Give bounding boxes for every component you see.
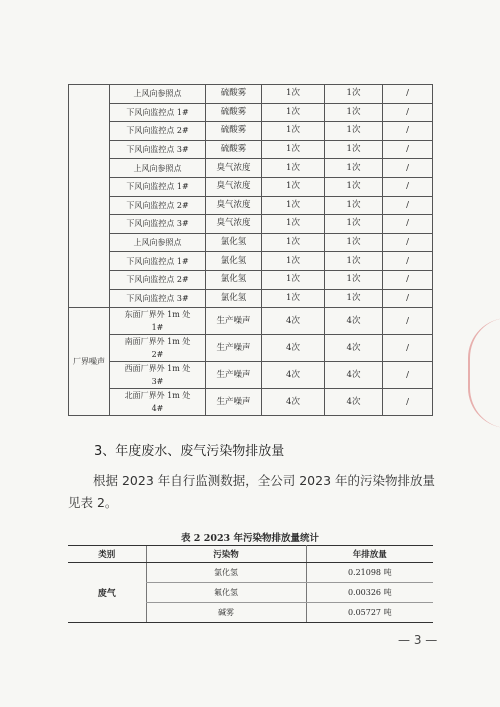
header-pollutant: 污染物 — [146, 546, 306, 563]
table-row — [68, 563, 433, 583]
frequency-cell-a: 4次 — [262, 335, 325, 362]
frequency-cell-a: 1次 — [262, 233, 325, 252]
note-cell: / — [383, 389, 433, 416]
pollutant-cell: 氯化氢 — [146, 563, 306, 583]
point-cell: 下风向监控点 1# — [110, 177, 206, 196]
point-line-2: 2# — [151, 350, 164, 360]
table-row — [69, 389, 433, 416]
table-row — [69, 215, 433, 234]
frequency-cell-a: 1次 — [262, 122, 325, 141]
frequency-cell-b: 1次 — [325, 270, 383, 289]
note-cell: / — [383, 103, 433, 122]
point-cell: 下风向监控点 1# — [110, 103, 206, 122]
note-cell: / — [383, 362, 433, 389]
table-row — [69, 103, 433, 122]
frequency-cell-b: 1次 — [325, 85, 383, 104]
point-cell: 下风向监控点 3# — [110, 140, 206, 159]
item-cell: 臭气浓度 — [206, 215, 262, 234]
frequency-cell-a: 1次 — [262, 177, 325, 196]
category-cell: 厂界噪声 — [69, 308, 110, 416]
table-row — [69, 140, 433, 159]
frequency-cell-b: 1次 — [325, 103, 383, 122]
item-cell: 生产噪声 — [206, 308, 262, 335]
frequency-cell-a: 4次 — [262, 308, 325, 335]
frequency-cell-a: 1次 — [262, 252, 325, 271]
item-cell: 硫酸雾 — [206, 122, 262, 141]
point-cell: 下风向监控点 3# — [110, 215, 206, 234]
frequency-cell-b: 1次 — [325, 215, 383, 234]
table-row — [69, 196, 433, 215]
frequency-cell-b: 1次 — [325, 140, 383, 159]
note-cell: / — [383, 159, 433, 178]
page-number: — 3 — — [398, 633, 438, 647]
header-amount: 年排放量 — [306, 546, 433, 563]
point-line-1: 东面厂界外 1m 处 — [124, 310, 191, 320]
item-cell: 氯化氢 — [206, 233, 262, 252]
frequency-cell-b: 1次 — [325, 159, 383, 178]
amount-cell: 0.00326 吨 — [306, 583, 433, 603]
item-cell: 臭气浓度 — [206, 159, 262, 178]
point-cell: 上风向参照点 — [110, 233, 206, 252]
note-cell: / — [383, 122, 433, 141]
header-category: 类别 — [68, 546, 146, 563]
monitoring-table-body — [69, 85, 433, 416]
frequency-cell-a: 1次 — [262, 159, 325, 178]
frequency-cell-b: 1次 — [325, 196, 383, 215]
table-row — [69, 159, 433, 178]
point-cell: 下风向监控点 2# — [110, 196, 206, 215]
table-row — [69, 177, 433, 196]
table-row — [69, 335, 433, 362]
frequency-cell-b: 1次 — [325, 252, 383, 271]
pollutant-cell: 氟化氢 — [146, 583, 306, 603]
pollutant-cell: 碱雾 — [146, 603, 306, 623]
point-line-1: 南面厂界外 1m 处 — [124, 337, 191, 347]
item-cell: 臭气浓度 — [206, 196, 262, 215]
table-row — [69, 308, 433, 335]
frequency-cell-b: 4次 — [325, 335, 383, 362]
item-cell: 硫酸雾 — [206, 85, 262, 104]
frequency-cell-a: 1次 — [262, 289, 325, 308]
table-header-row — [68, 546, 433, 563]
item-cell: 硫酸雾 — [206, 103, 262, 122]
table-row — [69, 252, 433, 271]
note-cell: / — [383, 196, 433, 215]
note-cell: / — [383, 140, 433, 159]
point-cell: 下风向监控点 2# — [110, 122, 206, 141]
body-paragraph: 根据 2023 年自行监测数据，全公司 2023 年的污染物排放量见表 2。 — [68, 473, 436, 510]
point-cell: 下风向监控点 1# — [110, 252, 206, 271]
frequency-cell-b: 1次 — [325, 233, 383, 252]
item-cell: 硫酸雾 — [206, 140, 262, 159]
note-cell: / — [383, 270, 433, 289]
item-cell: 臭气浓度 — [206, 177, 262, 196]
point-cell — [110, 335, 206, 362]
point-line-2: 4# — [151, 404, 164, 414]
seal-stamp-fragment — [468, 318, 500, 428]
section-title: 3、年度废水、废气污染物排放量 — [94, 444, 285, 459]
frequency-cell-b: 1次 — [325, 177, 383, 196]
note-cell: / — [383, 289, 433, 308]
frequency-cell-a: 1次 — [262, 140, 325, 159]
point-line-1: 北面厂界外 1m 处 — [124, 391, 191, 401]
table-row — [69, 289, 433, 308]
frequency-cell-b: 4次 — [325, 362, 383, 389]
table2-caption: 表 2 2023 年污染物排放量统计 — [181, 533, 319, 544]
point-cell: 上风向参照点 — [110, 159, 206, 178]
frequency-cell-a: 1次 — [262, 103, 325, 122]
note-cell: / — [383, 85, 433, 104]
note-cell: / — [383, 215, 433, 234]
point-cell: 下风向监控点 3# — [110, 289, 206, 308]
item-cell: 氯化氢 — [206, 289, 262, 308]
note-cell: / — [383, 177, 433, 196]
point-cell: 上风向参照点 — [110, 85, 206, 104]
point-line-2: 1# — [151, 323, 164, 333]
frequency-cell-b: 4次 — [325, 389, 383, 416]
frequency-cell-b: 4次 — [325, 308, 383, 335]
point-cell: 下风向监控点 2# — [110, 270, 206, 289]
item-cell: 生产噪声 — [206, 335, 262, 362]
table-row — [69, 122, 433, 141]
table-row — [69, 233, 433, 252]
item-cell: 生产噪声 — [206, 362, 262, 389]
frequency-cell-a: 1次 — [262, 215, 325, 234]
table-row — [69, 270, 433, 289]
amount-cell: 0.21098 吨 — [306, 563, 433, 583]
point-cell — [110, 362, 206, 389]
note-cell: / — [383, 233, 433, 252]
point-cell — [110, 308, 206, 335]
point-line-2: 3# — [151, 377, 164, 387]
note-cell: / — [383, 252, 433, 271]
item-cell: 氯化氢 — [206, 270, 262, 289]
point-line-1: 西面厂界外 1m 处 — [124, 364, 191, 374]
frequency-cell-a: 4次 — [262, 362, 325, 389]
amount-cell: 0.05727 吨 — [306, 603, 433, 623]
monitoring-table — [68, 84, 433, 416]
frequency-cell-a: 1次 — [262, 270, 325, 289]
item-cell: 生产噪声 — [206, 389, 262, 416]
category-cell: 废气 — [68, 563, 146, 623]
table-row — [69, 362, 433, 389]
note-cell: / — [383, 335, 433, 362]
frequency-cell-b: 1次 — [325, 289, 383, 308]
frequency-cell-a: 1次 — [262, 196, 325, 215]
frequency-cell-a: 1次 — [262, 85, 325, 104]
category-cell-empty — [69, 85, 110, 308]
emission-table — [68, 545, 433, 623]
item-cell: 氯化氢 — [206, 252, 262, 271]
frequency-cell-a: 4次 — [262, 389, 325, 416]
table-row — [69, 85, 433, 104]
frequency-cell-b: 1次 — [325, 122, 383, 141]
note-cell: / — [383, 308, 433, 335]
emission-table-body — [68, 546, 433, 623]
point-cell — [110, 389, 206, 416]
